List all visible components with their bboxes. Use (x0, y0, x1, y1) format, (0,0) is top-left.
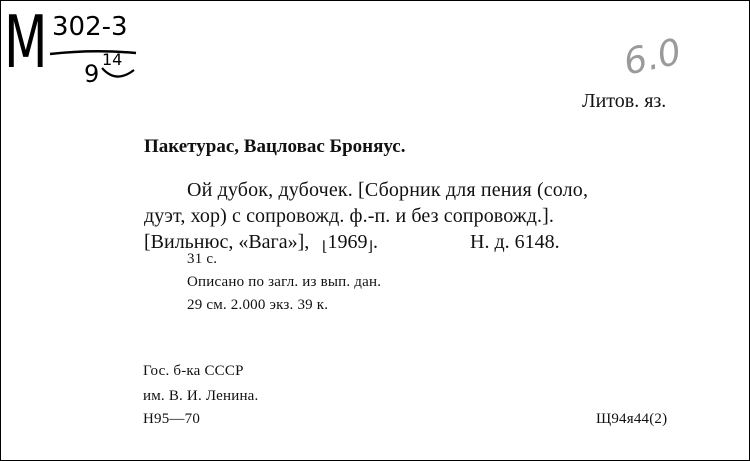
plate-number: Н. д. 6148. (470, 231, 560, 253)
language-label: Литов. яз. (582, 90, 667, 112)
physical-description: 29 см. 2.000 экз. 39 к. (187, 297, 329, 313)
corner-mark: 6.0 (620, 31, 685, 84)
shelf-underline-curve (100, 66, 136, 82)
library-line-1: Гос. б-ка СССР (143, 363, 244, 379)
author-heading: Пакетурас, Вацловас Броняус. (144, 136, 406, 157)
card-code: Щ94я44(2) (596, 411, 668, 427)
shelf-number: 302-3 (52, 12, 128, 42)
title-line-3: [Вильнюс, «Вага»], (144, 231, 310, 253)
shelf-fraction-line (48, 50, 138, 58)
shelf-letter: M (4, 0, 48, 84)
title-line-2: дуэт, хор) с сопровожд. ф.-п. и без сопровожд.]. (144, 205, 554, 227)
publication-year: ⌊1969⌋. (322, 231, 378, 255)
library-line-2: им. В. И. Ленина. (143, 388, 259, 404)
pages: 31 с. (187, 251, 218, 267)
library-line-3: Н95—70 (143, 411, 201, 427)
shelf-sup: 14 (102, 50, 123, 69)
description-note: Описано по загл. из вып. дан. (187, 274, 382, 290)
shelf-sub: 9 (84, 60, 100, 88)
year-value: 1969 (327, 231, 368, 253)
title-line-1: Ой дубок, дубочек. [Сборник для пения (соло, (187, 179, 589, 201)
